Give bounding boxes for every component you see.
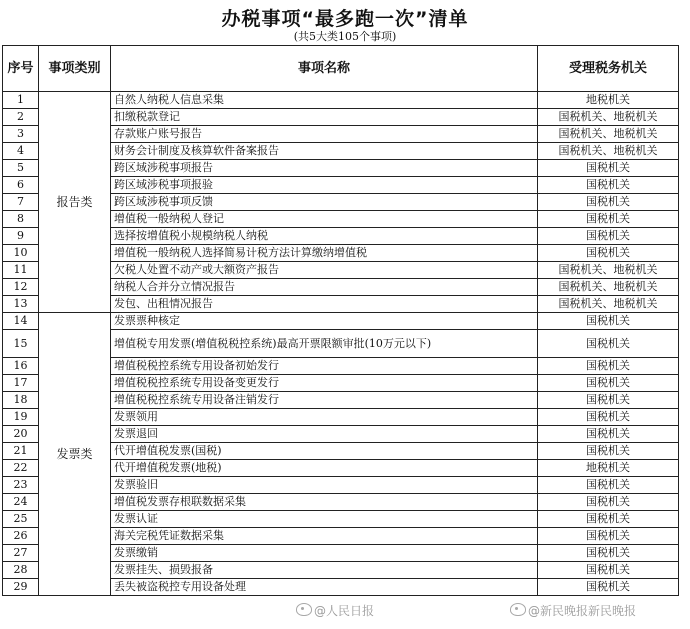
category-cell: 发票类	[39, 313, 111, 596]
item-name: 选择按增值税小规模纳税人纳税	[111, 228, 538, 245]
item-name: 存款账户账号报告	[111, 126, 538, 143]
item-name: 增值税税控系统专用设备变更发行	[111, 375, 538, 392]
row-number: 7	[3, 194, 39, 211]
header-no: 序号	[3, 46, 39, 92]
table-row	[3, 92, 679, 109]
row-number: 29	[3, 579, 39, 596]
item-authority: 国税机关	[538, 579, 679, 596]
item-authority: 国税机关、地税机关	[538, 296, 679, 313]
item-authority: 国税机关	[538, 375, 679, 392]
item-authority: 国税机关、地税机关	[538, 109, 679, 126]
item-authority: 国税机关	[538, 330, 679, 358]
row-number: 20	[3, 426, 39, 443]
item-authority: 国税机关	[538, 392, 679, 409]
item-authority: 国税机关、地税机关	[538, 126, 679, 143]
row-number: 9	[3, 228, 39, 245]
row-number: 11	[3, 262, 39, 279]
row-number: 15	[3, 330, 39, 358]
row-number: 23	[3, 477, 39, 494]
item-name: 财务会计制度及核算软件备案报告	[111, 143, 538, 160]
item-authority: 国税机关	[538, 313, 679, 330]
item-name: 增值税发票存根联数据采集	[111, 494, 538, 511]
row-number: 10	[3, 245, 39, 262]
row-number: 22	[3, 460, 39, 477]
row-number: 5	[3, 160, 39, 177]
item-name: 发票挂失、损毁报备	[111, 562, 538, 579]
item-authority: 地税机关	[538, 460, 679, 477]
table-row	[3, 313, 679, 330]
row-number: 13	[3, 296, 39, 313]
row-number: 27	[3, 545, 39, 562]
document-title: 办税事项“最多跑一次”清单	[221, 8, 469, 30]
item-name: 增值税税控系统专用设备初始发行	[111, 358, 538, 375]
item-authority: 国税机关	[538, 477, 679, 494]
item-authority: 国税机关	[538, 545, 679, 562]
watermark-left: @人民日报	[296, 602, 374, 619]
item-name: 海关完税凭证数据采集	[111, 528, 538, 545]
item-authority: 国税机关	[538, 426, 679, 443]
row-number: 24	[3, 494, 39, 511]
item-authority: 国税机关	[538, 562, 679, 579]
row-number: 1	[3, 92, 39, 109]
item-authority: 国税机关	[538, 494, 679, 511]
item-name: 增值税税控系统专用设备注销发行	[111, 392, 538, 409]
item-authority: 国税机关	[538, 211, 679, 228]
item-name: 发票退回	[111, 426, 538, 443]
item-authority: 国税机关	[538, 409, 679, 426]
item-name: 增值税一般纳税人登记	[111, 211, 538, 228]
header-category: 事项类别	[39, 46, 111, 92]
item-name: 发票领用	[111, 409, 538, 426]
item-authority: 国税机关	[538, 358, 679, 375]
header-name: 事项名称	[111, 46, 538, 92]
row-number: 19	[3, 409, 39, 426]
row-number: 3	[3, 126, 39, 143]
row-number: 14	[3, 313, 39, 330]
row-number: 2	[3, 109, 39, 126]
item-authority: 国税机关	[538, 528, 679, 545]
tax-items-table	[2, 45, 679, 596]
row-number: 28	[3, 562, 39, 579]
item-name: 跨区域涉税事项报告	[111, 160, 538, 177]
watermark-right: @新民晚报新民晚报	[510, 602, 636, 619]
row-number: 8	[3, 211, 39, 228]
row-number: 12	[3, 279, 39, 296]
table-body	[3, 92, 679, 596]
row-number: 16	[3, 358, 39, 375]
row-number: 25	[3, 511, 39, 528]
row-number: 17	[3, 375, 39, 392]
item-authority: 国税机关	[538, 511, 679, 528]
weibo-icon	[296, 603, 312, 616]
item-name: 跨区域涉税事项反馈	[111, 194, 538, 211]
item-authority: 国税机关	[538, 245, 679, 262]
item-name: 自然人纳税人信息采集	[111, 92, 538, 109]
item-authority: 地税机关	[538, 92, 679, 109]
item-authority: 国税机关	[538, 177, 679, 194]
item-name: 欠税人处置不动产或大额资产报告	[111, 262, 538, 279]
item-name: 发包、出租情况报告	[111, 296, 538, 313]
item-name: 扣缴税款登记	[111, 109, 538, 126]
item-authority: 国税机关	[538, 443, 679, 460]
document-subtitle: (共5大类105个事项)	[293, 30, 397, 43]
row-number: 4	[3, 143, 39, 160]
item-name: 发票缴销	[111, 545, 538, 562]
item-name: 纳税人合并分立情况报告	[111, 279, 538, 296]
item-name: 增值税一般纳税人选择简易计税方法计算缴纳增值税	[111, 245, 538, 262]
item-name: 发票认证	[111, 511, 538, 528]
item-authority: 国税机关	[538, 194, 679, 211]
row-number: 6	[3, 177, 39, 194]
item-authority: 国税机关	[538, 228, 679, 245]
row-number: 18	[3, 392, 39, 409]
item-authority: 国税机关、地税机关	[538, 262, 679, 279]
category-cell: 报告类	[39, 92, 111, 313]
item-name: 代开增值税发票(国税)	[111, 443, 538, 460]
item-authority: 国税机关	[538, 160, 679, 177]
item-name: 增值税专用发票(增值税税控系统)最高开票限额审批(10万元以下)	[111, 330, 538, 358]
item-name: 发票票种核定	[111, 313, 538, 330]
row-number: 21	[3, 443, 39, 460]
item-authority: 国税机关、地税机关	[538, 279, 679, 296]
table-header-row	[3, 46, 679, 92]
item-name: 丢失被盗税控专用设备处理	[111, 579, 538, 596]
item-name: 发票验旧	[111, 477, 538, 494]
weibo-icon	[510, 603, 526, 616]
item-name: 跨区域涉税事项报验	[111, 177, 538, 194]
header-authority: 受理税务机关	[538, 46, 679, 92]
row-number: 26	[3, 528, 39, 545]
item-authority: 国税机关、地税机关	[538, 143, 679, 160]
item-name: 代开增值税发票(地税)	[111, 460, 538, 477]
